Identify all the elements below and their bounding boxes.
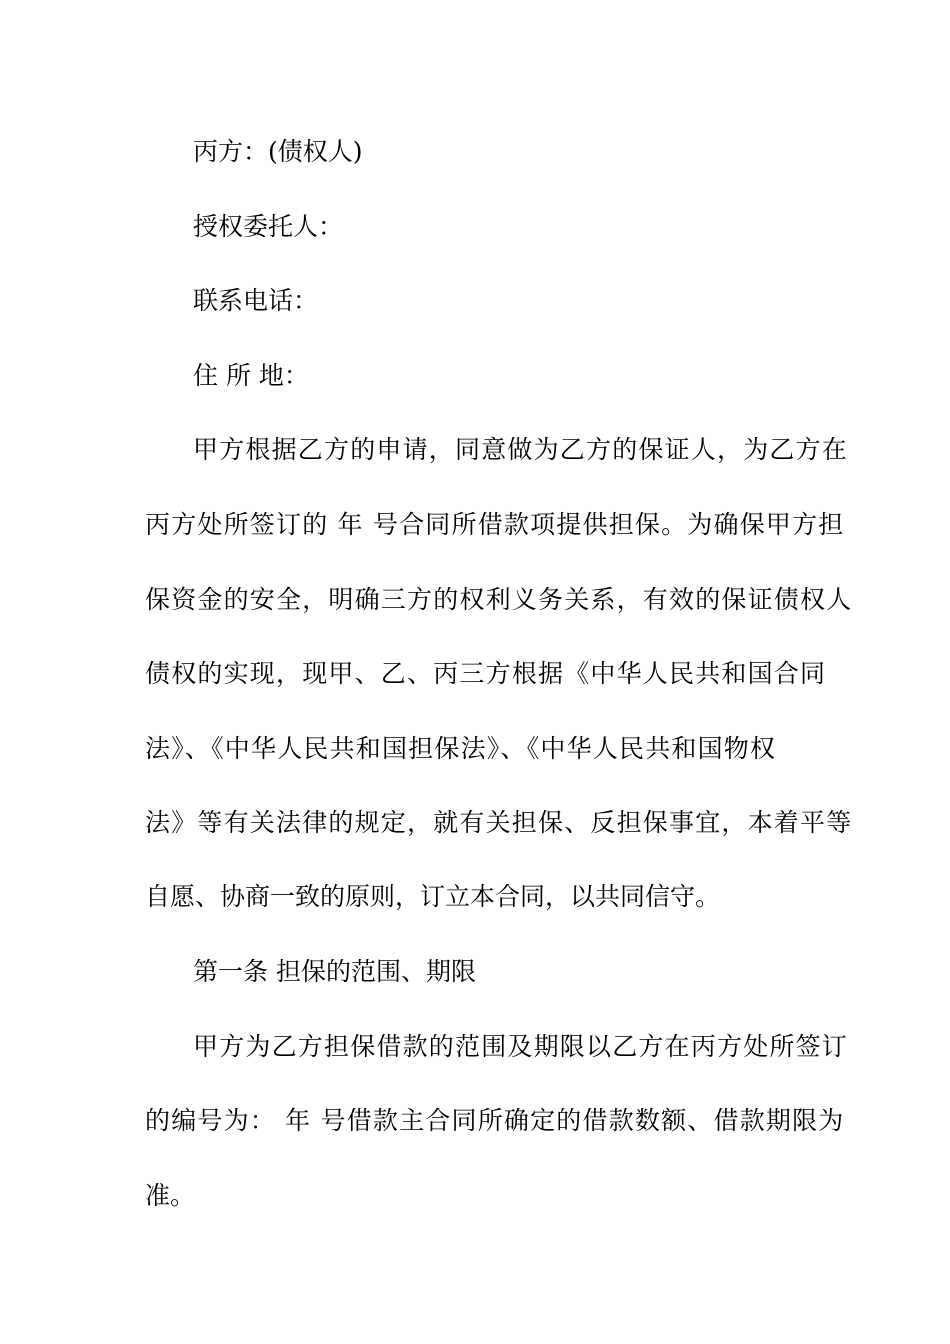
preamble-line-5: 法》、《中华人民共和国担保法》、《中华人民共和国物权 <box>145 734 777 763</box>
article-1-line-3: 准。 <box>145 1181 196 1210</box>
preamble-line-6: 法》等有关法律的规定，就有关担保、反担保事宜，本着平等 <box>145 808 853 837</box>
contact-phone-line: 联系电话： <box>193 286 319 315</box>
residence-line: 住 所 地： <box>193 361 309 390</box>
preamble-line-3: 保资金的安全，明确三方的权利义务关系，有效的保证债权人 <box>145 585 853 614</box>
preamble-line-4: 债权的实现，现甲、乙、丙三方根据《中华人民共和国合同 <box>145 659 827 688</box>
party-c-line: 丙方：(债权人) <box>193 137 363 166</box>
preamble-line-1: 甲方根据乙方的申请，同意做为乙方的保证人，为乙方在 <box>193 435 849 464</box>
preamble-line-2: 丙方处所签订的 年 号合同所借款项提供担保。为确保甲方担 <box>145 510 845 539</box>
preamble-line-7: 自愿、协商一致的原则，订立本合同，以共同信守。 <box>145 882 721 911</box>
authorized-agent-line: 授权委托人： <box>193 212 344 241</box>
article-1-heading: 第一条 担保的范围、期限 <box>193 957 476 986</box>
article-1-line-1: 甲方为乙方担保借款的范围及期限以乙方在丙方处所签订 <box>193 1032 849 1061</box>
article-1-line-2: 的编号为： 年 号借款主合同所确定的借款数额、借款期限为 <box>145 1106 845 1135</box>
